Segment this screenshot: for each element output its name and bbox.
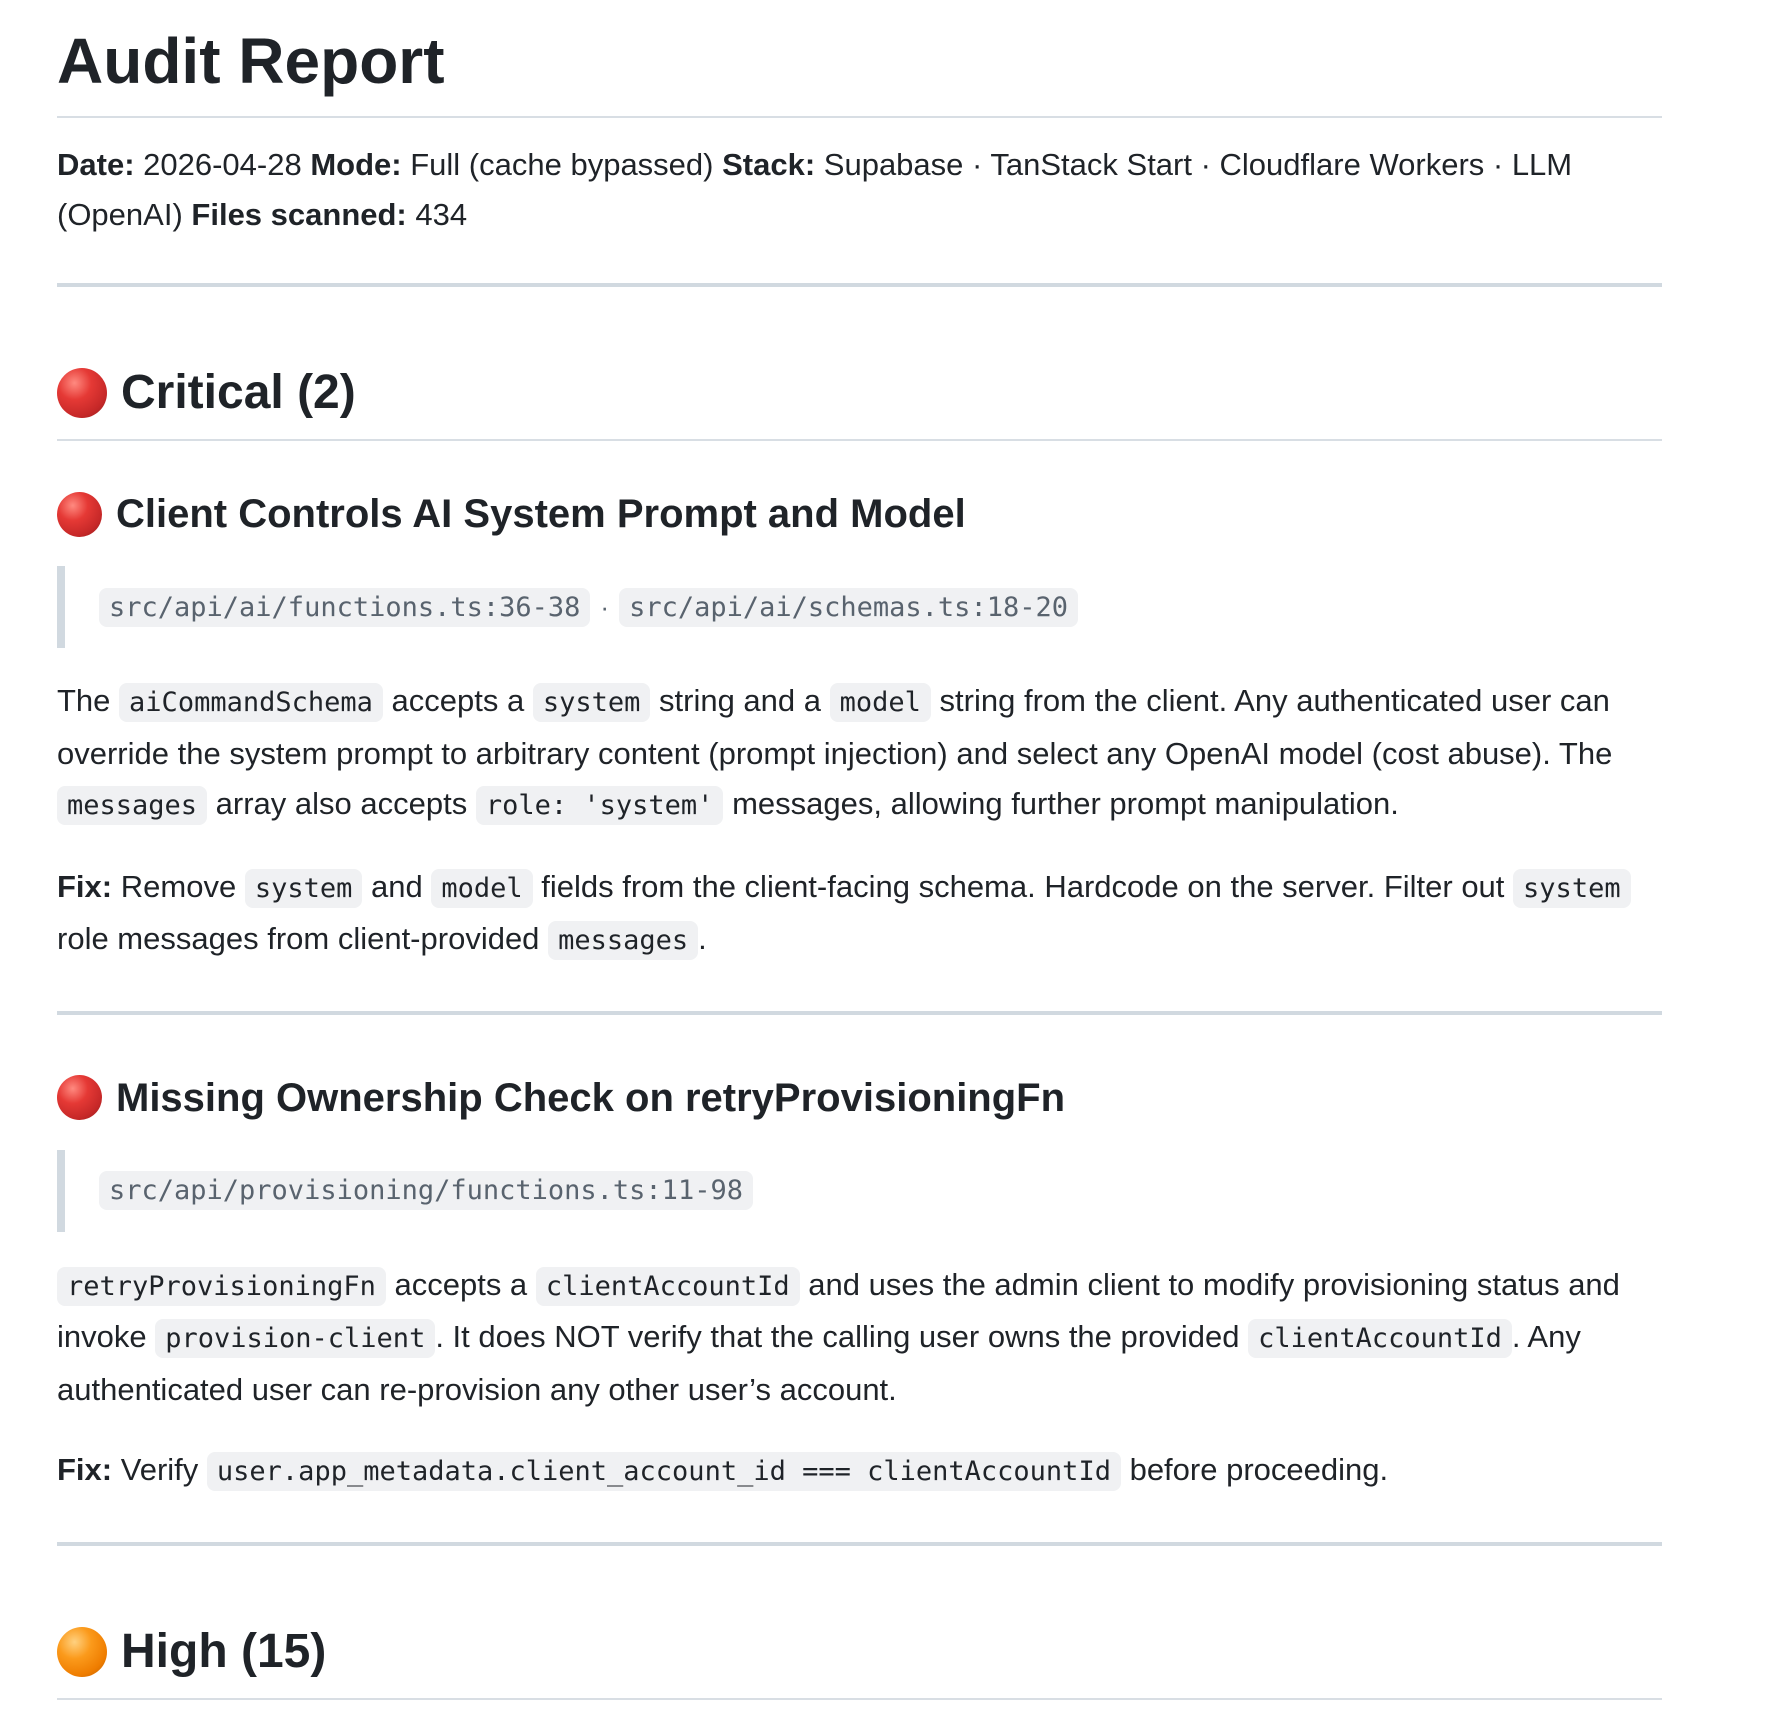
- inline-code: model: [830, 683, 931, 722]
- finding-1-title: Client Controls AI System Prompt and Model: [116, 492, 966, 536]
- fix-label: Fix:: [57, 1452, 113, 1487]
- report-meta: [57, 140, 1662, 240]
- fix-label: Fix:: [57, 868, 113, 904]
- inline-code: retryProvisioningFn: [57, 1267, 386, 1306]
- divider: [57, 1011, 1662, 1015]
- file-location: src/api/ai/functions.ts:36-38: [99, 588, 590, 627]
- mode-label: Mode:: [310, 147, 402, 182]
- text-segment: and uses the admin client to modify provisioning status and invoke: [57, 1266, 1620, 1354]
- high-section-heading: [57, 1606, 1662, 1700]
- date-value: 2026-04-28: [143, 147, 302, 182]
- files-scanned-value: 434: [415, 197, 468, 232]
- finding-2-location: [57, 1150, 1662, 1232]
- files-scanned-label: Files scanned:: [191, 197, 407, 232]
- stack-label: Stack:: [722, 147, 816, 182]
- divider: [57, 1542, 1662, 1546]
- inline-code: role: 'system': [476, 786, 724, 825]
- finding-1-description: [57, 676, 1662, 832]
- critical-heading: Critical (2): [121, 366, 356, 419]
- finding-2-fix: [57, 1445, 1662, 1498]
- inline-code: clientAccountId: [1248, 1319, 1512, 1358]
- page-title: Audit Report: [57, 0, 1662, 118]
- text-segment: fields from the client-facing schema. Hardcode on the server. Filter out: [541, 868, 1505, 904]
- inline-code: user.app_metadata.client_account_id === clientAccountId: [207, 1452, 1121, 1491]
- finding-1-fix: [57, 862, 1662, 967]
- text-segment: string and a: [659, 683, 822, 718]
- high-heading: High (15): [121, 1624, 327, 1678]
- text-segment: string from the client. Any authenticated user can override the system prompt to arbitrary content (prompt injection) and select any OpenAI model (cost abuse). The: [57, 683, 1613, 771]
- finding-1-heading: [57, 482, 1662, 546]
- text-segment: and: [370, 868, 423, 904]
- text-segment: role messages from client-provided: [57, 921, 540, 956]
- inline-code: system: [533, 683, 651, 722]
- finding-2-description: [57, 1260, 1662, 1416]
- text-segment: Remove: [120, 868, 237, 904]
- text-segment: .: [698, 921, 707, 956]
- inline-code: provision-client: [155, 1319, 435, 1358]
- finding-2-heading: [57, 1066, 1662, 1130]
- inline-code: system: [1513, 869, 1631, 908]
- stack-value: Supabase · TanStack Start · Cloudflare Workers · LLM (OpenAI): [57, 147, 1573, 232]
- inline-code: clientAccountId: [536, 1267, 800, 1306]
- text-segment: Verify: [120, 1452, 199, 1487]
- date-label: Date:: [57, 147, 135, 182]
- divider: [57, 283, 1662, 287]
- red-circle-icon: [57, 1075, 102, 1120]
- text-segment: accepts a: [391, 683, 525, 718]
- inline-code: system: [245, 869, 363, 908]
- file-location: src/api/ai/schemas.ts:18-20: [619, 588, 1078, 627]
- text-segment: accepts a: [394, 1266, 528, 1302]
- inline-code: aiCommandSchema: [119, 683, 383, 722]
- finding-2-title: Missing Ownership Check on retryProvisioningFn: [116, 1075, 1066, 1120]
- orange-circle-icon: [57, 1627, 107, 1677]
- inline-code: messages: [548, 921, 698, 960]
- location-separator: ·: [600, 591, 610, 622]
- inline-code: messages: [57, 786, 207, 825]
- text-segment: array also accepts: [215, 786, 468, 821]
- critical-section-heading: [57, 347, 1662, 441]
- red-circle-icon: [57, 492, 102, 537]
- mode-value: Full (cache bypassed): [410, 147, 714, 182]
- text-segment: . It does NOT verify that the calling user owns the provided: [435, 1319, 1240, 1354]
- file-location: src/api/provisioning/functions.ts:11-98: [99, 1171, 753, 1210]
- text-segment: messages, allowing further prompt manipulation.: [732, 786, 1399, 821]
- finding-1-location: [57, 566, 1662, 648]
- text-segment: . Any authenticated user can re-provision any other user’s account.: [57, 1319, 1581, 1407]
- text-segment: before proceeding.: [1129, 1452, 1389, 1487]
- inline-code: model: [431, 869, 532, 908]
- red-circle-icon: [57, 368, 107, 418]
- text-segment: The: [57, 683, 111, 718]
- report-page: [57, 0, 1662, 1700]
